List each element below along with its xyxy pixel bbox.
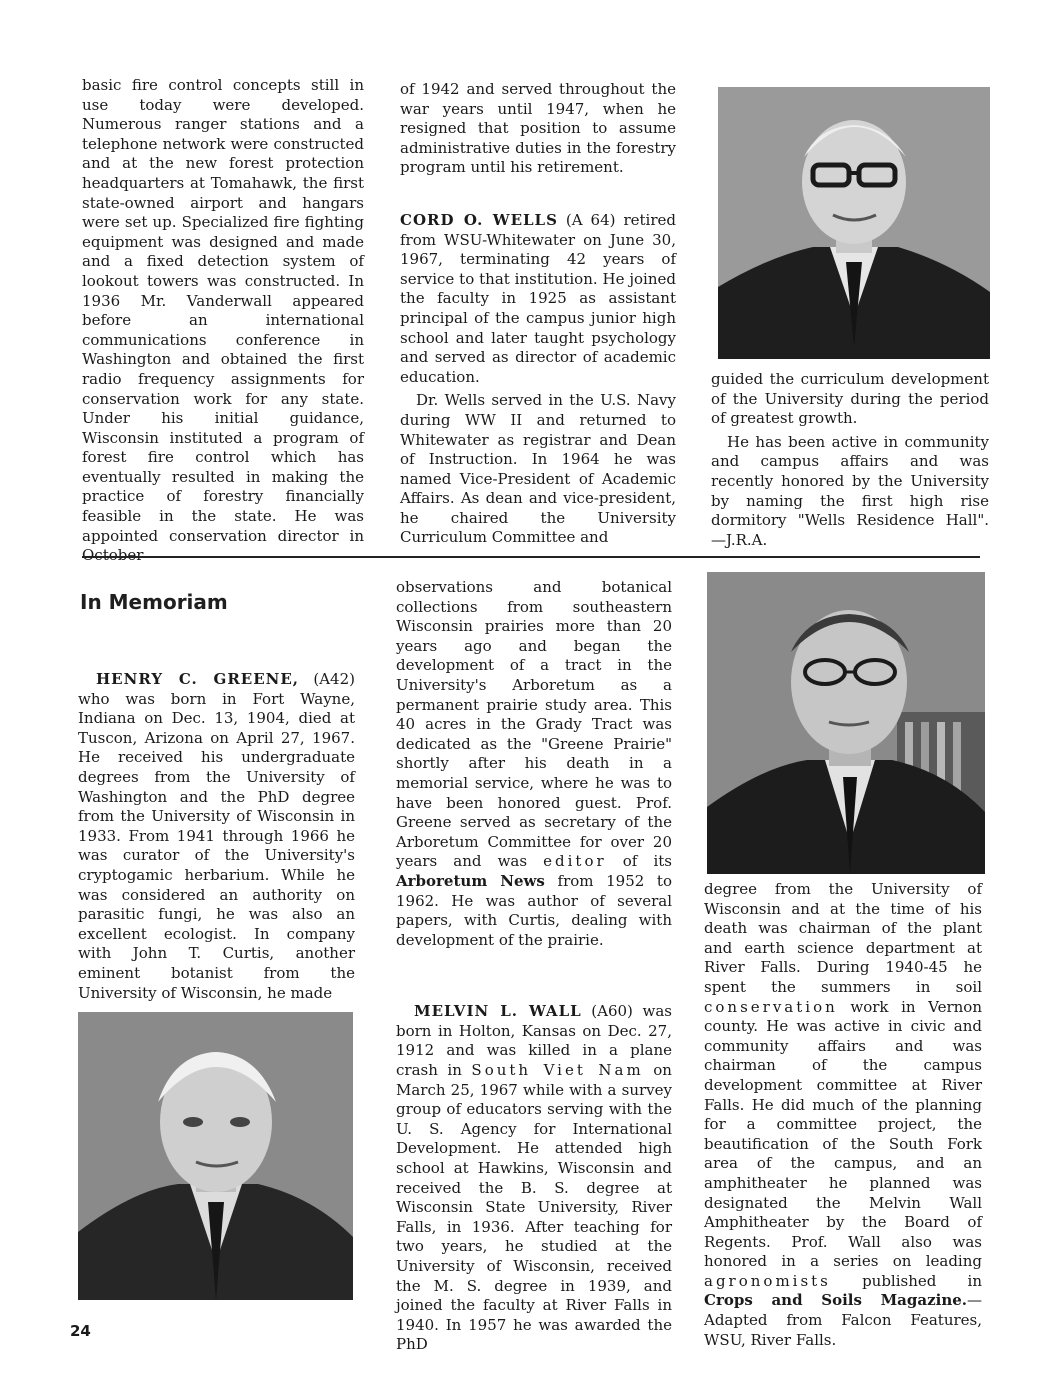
greene-portrait-image — [78, 1012, 353, 1300]
wall-continuation-text-2: work in Vernon county. He was active in civic and community affairs and was chairman of the campus development committee at River Falls. He did much of the planning for a committee project, the beautification of the South Fork area of the campus, and an amphitheater he planned was designated the Melvin Wall Amphitheater by the Board of Regents. Prof. Wall also was honored in a series on leading — [704, 997, 982, 1271]
wells-paragraph-3: guided the curriculum development of the University during the period of greatest growth. — [711, 370, 989, 428]
wall-name: MELVIN L. WALL — [414, 1002, 582, 1021]
wall-continuation — [704, 880, 982, 1350]
of-its-text: of its — [622, 852, 672, 871]
page-number: 24 — [70, 1322, 91, 1340]
wells-text: (A 64) retired from WSU-Whitewater on June 30, 1967, terminating 42 years of service to that institution. He joined the faculty in 1925 as assistant principal of the campus junior high school and later taught psychology and served as director of academic education. — [400, 210, 676, 386]
vanderwall-continuation: basic fire control concepts still in use today were developed. Numerous ranger stations and a telephone network were constructed and at the new forest protection headquarters at Tomahawk, the first state-owned airport and hangars were set up. Specialized fire fighting equipment was designed and made and a fixed detection system of lookout towers was constructed. In 1936 Mr. Vanderwall appeared before an international communications conference in Washington and obtained the first radio frequency assignments for conservation work for any state. Under his initial guidance, Wisconsin instituted a program of forest fire control which has eventually resulted in making the practice of forestry financially feasible in the state. He was appointed conservation director in — [82, 76, 364, 545]
wall-portrait-image — [707, 572, 985, 874]
conservation-word: conservation — [704, 997, 838, 1016]
top-column-2 — [400, 80, 676, 548]
top-column-1 — [82, 76, 364, 566]
south-viet-nam-text: South Viet Nam — [471, 1061, 644, 1080]
wells-name: CORD O. WELLS — [400, 210, 558, 229]
wall-continuation-text-1: degree from the University of Wisconsin and at the time of his death was chairman of the plant and earth science department at River Falls. During 1940-45 he spent the summers in soil — [704, 880, 982, 996]
wells-paragraph-4: He has been active in community and campus affairs and was recently honored by the University by naming the first high rise dormitory "Wells Residence Hall". —J.R.A. — [711, 432, 989, 549]
editor-word: editor — [543, 852, 607, 871]
vanderwall-ending: of 1942 and served throughout the war years until 1947, when he resigned that position to assume administrative duties in the forestry program until his retirement. — [400, 80, 676, 177]
published-in-text: published in — [862, 1271, 982, 1290]
wells-portrait-image — [718, 87, 990, 359]
wells-paragraph-2: Dr. Wells served in the U.S. Navy during WW II and returned to Whitewater as registrar and Dean of Instruction. In 1964 he was named Vice-President of Academic Affairs. As dean and vice-president, he chaired the University Curriculum Committee and — [400, 391, 676, 547]
arboretum-news-title: Arboretum News — [396, 871, 545, 890]
section-divider — [82, 556, 980, 558]
memoriam-column-2 — [396, 578, 672, 1355]
greene-continuation — [396, 578, 672, 950]
wall-credit-text: —Adapted from Falcon Features, WSU, River Falls. — [704, 1291, 982, 1349]
in-memoriam-heading: In Memoriam — [80, 590, 228, 614]
wall-portrait-photo — [707, 572, 985, 874]
agronomists-word: agronomists — [704, 1271, 831, 1290]
wall-paragraph — [396, 1002, 672, 1355]
wells-paragraph — [400, 211, 676, 387]
top-column-3 — [711, 370, 989, 550]
memoriam-column-3 — [704, 880, 982, 1350]
wall-text-2: on March 25, 1967 while with a survey group of educators serving with the U. S. Agency for International Development. He attended high school at Hawkins, Wisconsin and received the B. S. degree at Wisconsin State University, River Falls, in 1936. After teaching for two years, he studied at the University of Wisconsin, received the M. S. degree in 1939, and joined the faculty at River Falls in 1940. In 1957 he was awarded the PhD — [396, 1061, 672, 1354]
memoriam-column-1 — [78, 670, 355, 1003]
greene-paragraph — [78, 670, 355, 1003]
greene-name: HENRY C. GREENE, — [96, 670, 300, 688]
greene-portrait-photo — [78, 1012, 353, 1300]
greene-text: (A42) who was born in Fort Wayne, Indiana on Dec. 13, 1904, died at Tuscon, Arizona on April 27, 1967. He received his undergraduate degrees from the University of Washington and the PhD degree from the University of Wisconsin in 1933. From 1941 through 1966 he was curator of the University's cryptogamic herbarium. While he was considered an authority on parasitic fungi, he was also an excellent ecologist. In company with John T. Curtis, another eminent botanist from the University of Wisconsin, he made — [78, 670, 355, 1002]
wells-portrait-photo — [718, 87, 990, 359]
crops-and-soils-magazine-title: Crops and Soils Magazine. — [704, 1291, 967, 1310]
wall-text-1: (A60) was born in Holton, Kansas on Dec. 27, 1912 and was killed in a plane crash in — [396, 1002, 672, 1080]
greene-ending-text: from 1952 to 1962. He was author of several papers, with Curtis, dealing with development of the prairie. — [396, 871, 672, 949]
greene-continuation-text: observations and botanical collections from southeastern Wisconsin prairies more than 20 years ago and began the development of a tract in the University's Arboretum as a permanent prairie study area. This 40 acres in the Grady Tract was dedicated as the "Greene Prairie" shortly after his death in a memorial service, where he was to have been honored guest. Prof. Greene served as secretary of the Arboretum Committee for over 20 years and was — [396, 578, 672, 871]
